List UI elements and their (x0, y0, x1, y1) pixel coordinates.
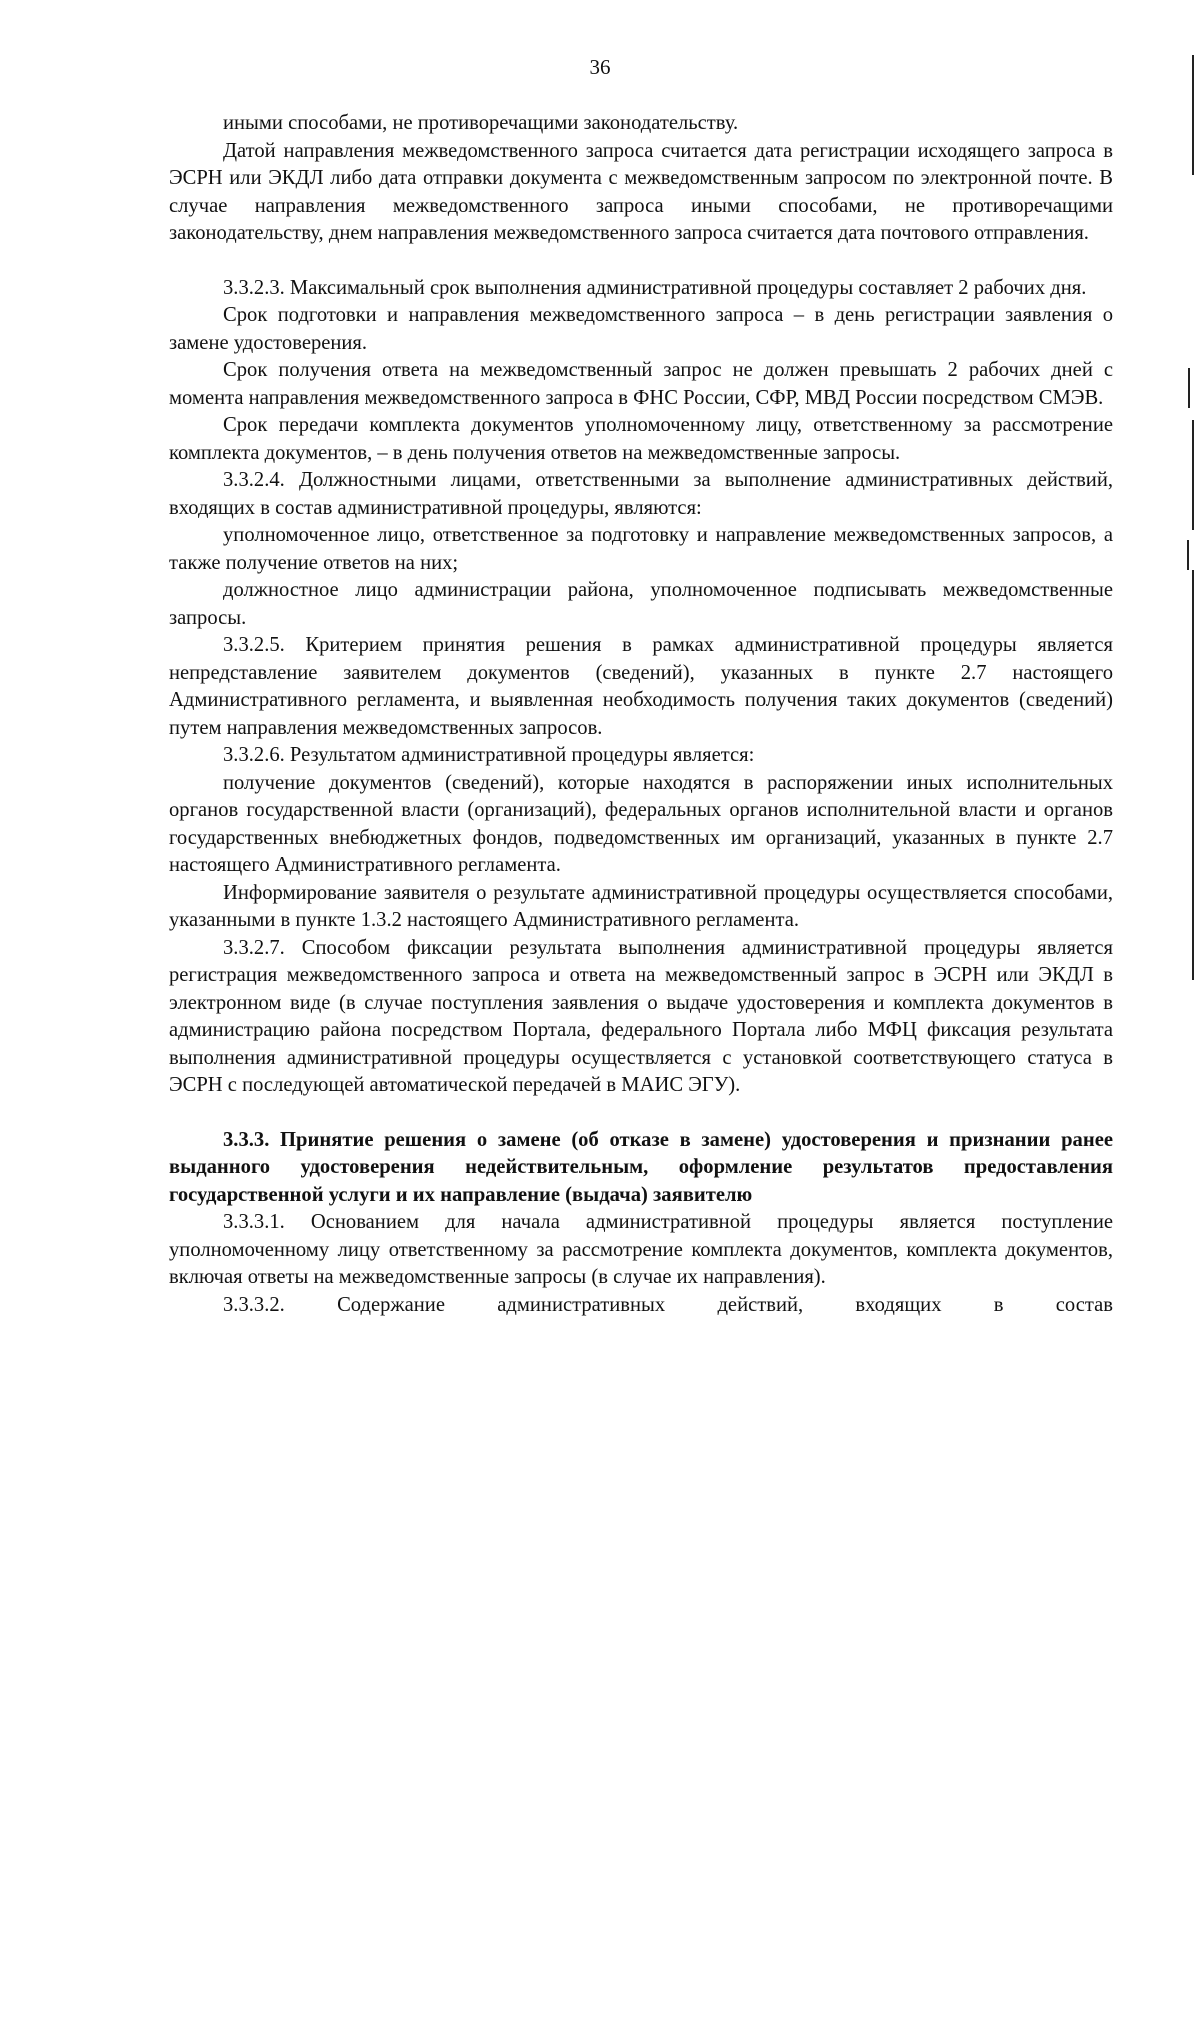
paragraph: 3.3.2.4. Должностными лицами, ответственными за выполнение административных действий, входящих в состав административной процедуры, являются: (169, 469, 1113, 519)
scan-margin-mark (1192, 55, 1194, 175)
scan-margin-mark (1192, 570, 1194, 980)
paragraph: 3.3.2.7. Способом фиксации результата выполнения административной процедуры является регистрация межведомственного запроса и ответа на межведомственный запрос в ЭСРН или ЭКДЛ в электронном виде (в случае поступления заявления о выдаче удостоверения и комплекта документов в администрацию района посредством Портала, федерального Портала либо МФЦ фиксация результата выполнения административной процедуры осуществляется с установкой соответствующего статуса в ЭСРН с последующей автоматической передачей в МАИС ЭГУ). (169, 936, 1113, 1096)
paragraph: Информирование заявителя о результате административной процедуры осуществляется способами, указанными в пункте 1.3.2 настоящего Административного регламента. (169, 881, 1113, 931)
page-number: 36 (589, 55, 611, 79)
paragraph: Срок подготовки и направления межведомственного запроса – в день регистрации заявления о замене удостоверения. (169, 304, 1113, 354)
document-body (169, 110, 1113, 1319)
scan-margin-mark (1187, 540, 1189, 570)
paragraph: Срок получения ответа на межведомственный запрос не должен превышать 2 рабочих дней с момента направления межведомственного запроса в ФНС России, СФР, МВД России посредством СМЭВ. (169, 359, 1113, 409)
scan-margin-mark (1188, 368, 1190, 408)
paragraph: 3.3.3.2. Содержание административных действий, входящих в состав (223, 1293, 1113, 1316)
paragraph: Срок передачи комплекта документов уполномоченному лицу, ответственному за рассмотрение комплекта документов, – в день получения ответов на межведомственные запросы. (169, 414, 1113, 464)
paragraph: 3.3.2.3. Максимальный срок выполнения административной процедуры составляет 2 рабочих дня. (223, 276, 1087, 299)
paragraph: 3.3.2.6. Результатом административной процедуры является: (223, 744, 755, 766)
paragraph: иными способами, не противоречащими законодательству. (223, 112, 739, 134)
paragraph: должностное лицо администрации района, уполномоченное подписывать межведомственные запросы. (169, 579, 1113, 629)
paragraph: уполномоченное лицо, ответственное за подготовку и направление межведомственных запросов, а также получение ответов на них; (169, 524, 1113, 574)
paragraph: 3.3.2.5. Критерием принятия решения в рамках административной процедуры является непредставление заявителем документов (сведений), указанных в пункте 2.7 настоящего Административного регламента, и выявленная необходимость получения таких документов (сведений) путем направления межведомственных запросов. (169, 634, 1113, 739)
scan-margin-mark (1192, 420, 1194, 530)
paragraph: Датой направления межведомственного запроса считается дата регистрации исходящего запроса в ЭСРН или ЭКДЛ либо дата отправки документа с межведомственным запросом по электронной почте. В случае направления межведомственного запроса иными способами, не противоречащими законодательству, днем направления межведомственного запроса считается дата почтового отправления. (169, 139, 1113, 244)
paragraph: получение документов (сведений), которые находятся в распоряжении иных исполнительных органов государственной власти (организаций), федеральных органов исполнительной власти и органов государственных внебюджетных фондов, подведомственных им организаций, указанных в пункте 2.7 настоящего Административного регламента. (169, 771, 1113, 876)
paragraph: 3.3.3.1. Основанием для начала административной процедуры является поступление уполномоченному лицу ответственному за рассмотрение комплекта документов, комплекта документов, включая ответы на межведомственные запросы (в случае их направления). (169, 1211, 1113, 1288)
section-heading: 3.3.3. Принятие решения о замене (об отказе в замене) удостоверения и признании ранее выданного удостоверения недействительным, оформление результатов предоставления государственной услуги и их направление (выдача) заявителю (169, 1128, 1113, 1206)
